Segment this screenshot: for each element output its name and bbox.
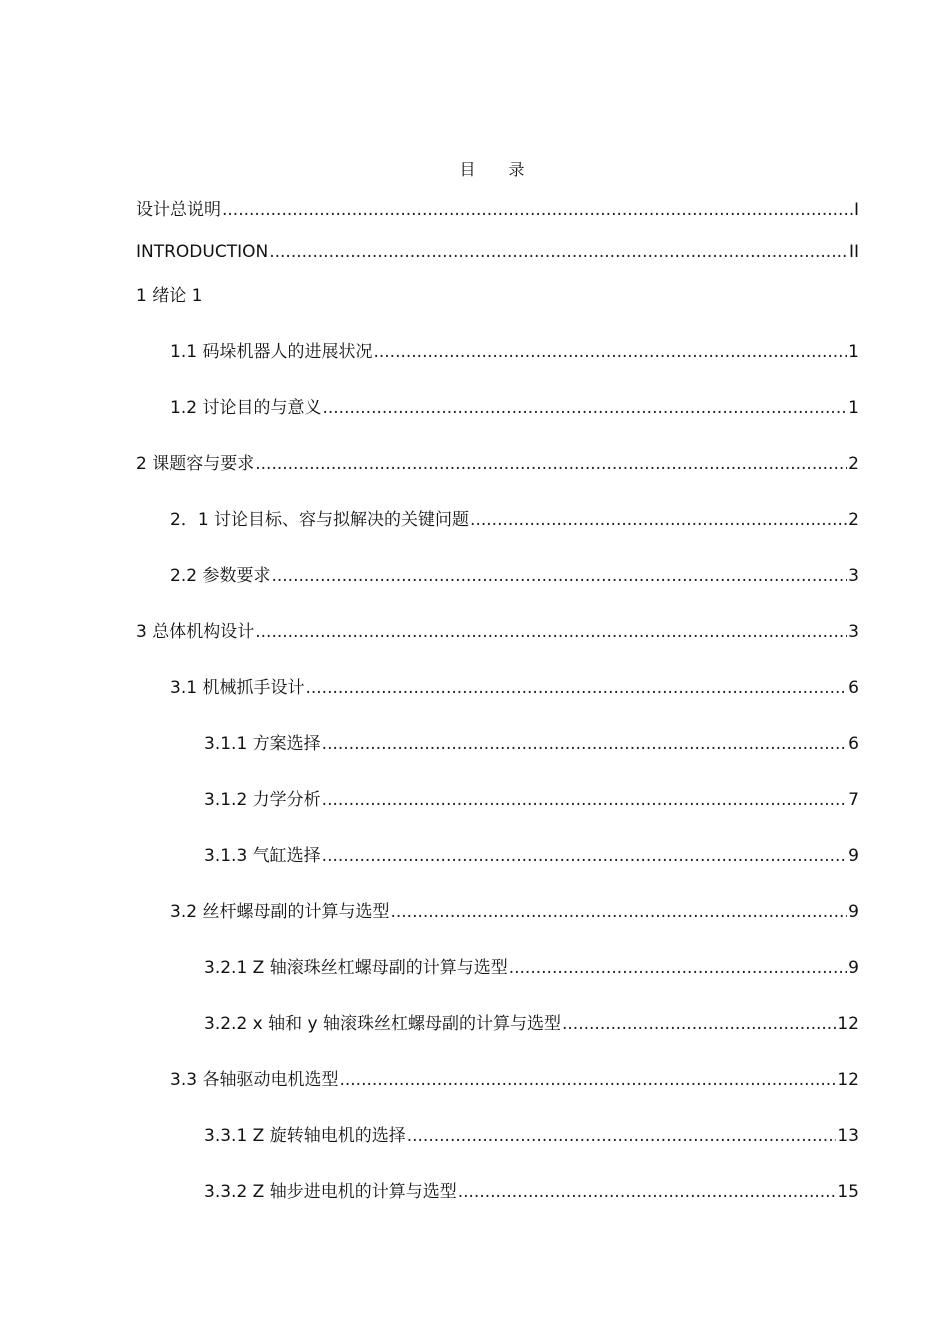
toc-entry-label: 3 总体机构设计 [136, 622, 255, 642]
toc-entry-label: 3.1.1 方案选择 [204, 734, 321, 754]
toc-entry-label: 1.2 讨论目的与意义 [170, 398, 322, 418]
toc-page-number: 3 [848, 622, 859, 642]
toc-page-number: 1 [848, 398, 859, 418]
toc-entry-label: 3.3.2 Z 轴步进电机的计算与选型 [204, 1182, 457, 1202]
toc-dot-leader [509, 955, 847, 981]
toc-dot-leader [269, 239, 848, 265]
toc-page-number: 2 [848, 454, 859, 474]
toc-entry-3-1[interactable] [170, 675, 859, 701]
toc-entry-label: 3.2.1 Z 轴滚珠丝杠螺母副的计算与选型 [204, 958, 508, 978]
toc-dot-leader [255, 619, 847, 645]
toc-dot-leader [390, 899, 847, 925]
toc-page-number: 7 [848, 790, 859, 810]
toc-dot-leader [255, 451, 847, 477]
toc-entry-label: 3.2.2 x 轴和 y 轴滚珠丝杠螺母副的计算与选型 [204, 1014, 561, 1034]
toc-dot-leader [322, 787, 848, 813]
toc-title: 目 录 [459, 160, 539, 179]
toc-entry-2-2[interactable] [170, 563, 859, 589]
toc-entry-3-2-1[interactable] [204, 955, 859, 981]
toc-page-number: II [848, 242, 859, 262]
toc-entry-chapter-3[interactable] [136, 619, 859, 645]
toc-dot-leader [458, 1179, 837, 1205]
toc-entry-label: INTRODUCTION [136, 242, 269, 262]
toc-entry-label: 1.1 码垛机器人的进展状况 [170, 342, 373, 362]
toc-entry-3-1-3[interactable] [204, 843, 859, 869]
toc-dot-leader [222, 197, 853, 223]
toc-page-number: 9 [848, 902, 859, 922]
toc-entry-2-1[interactable] [170, 507, 859, 533]
toc-entry-label: 3.1 机械抓手设计 [170, 678, 305, 698]
toc-page-number: 9 [848, 958, 859, 978]
toc-page-number: 3 [848, 566, 859, 586]
toc-page-number: 15 [837, 1182, 859, 1202]
toc-entry-chapter-1[interactable] [136, 283, 859, 309]
toc-entry-label: 2．1 讨论目标、容与拟解决的关键问题 [170, 510, 470, 530]
toc-entry-label: 2 课题容与要求 [136, 454, 255, 474]
toc-entry-3-3[interactable] [170, 1067, 859, 1093]
toc-dot-leader [322, 395, 847, 421]
toc-page-number: 12 [837, 1070, 859, 1090]
toc-page-number: I [853, 200, 859, 220]
toc-entry-label: 3.3 各轴驱动电机选型 [170, 1070, 339, 1090]
toc-dot-leader [470, 507, 847, 533]
toc-dot-leader [322, 843, 848, 869]
toc-page-number: 9 [848, 846, 859, 866]
toc-dot-leader [562, 1011, 836, 1037]
toc-entry-label: 2.2 参数要求 [170, 566, 271, 586]
toc-dot-leader [305, 675, 847, 701]
toc-entry-label: 1 绪论 1 [136, 286, 203, 306]
toc-dot-leader [271, 563, 847, 589]
toc-page-number: 6 [848, 678, 859, 698]
toc-page-number: 12 [837, 1014, 859, 1034]
toc-dot-leader [373, 339, 847, 365]
toc-entry-label: 3.1.3 气缸选择 [204, 846, 321, 866]
toc-entry-label: 设计总说明 [136, 200, 221, 220]
toc-entry-introduction[interactable] [136, 239, 859, 265]
toc-entry-chapter-2[interactable] [136, 451, 859, 477]
toc-entry-design-summary[interactable] [136, 197, 859, 223]
toc-entry-1-2[interactable] [170, 395, 859, 421]
toc-page-number: 13 [837, 1126, 859, 1146]
toc-entry-3-2[interactable] [170, 899, 859, 925]
toc-entry-label: 3.1.2 力学分析 [204, 790, 321, 810]
toc-entry-label: 3.2 丝杆螺母副的计算与选型 [170, 902, 390, 922]
toc-entry-label: 3.3.1 Z 旋转轴电机的选择 [204, 1126, 406, 1146]
toc-entry-3-3-1[interactable] [204, 1123, 859, 1149]
toc-page-number: 6 [848, 734, 859, 754]
toc-entry-3-3-2[interactable] [204, 1179, 859, 1205]
toc-dot-leader [339, 1067, 836, 1093]
toc-entry-3-1-1[interactable] [204, 731, 859, 757]
toc-entry-3-2-2[interactable] [204, 1011, 859, 1037]
toc-entry-1-1[interactable] [170, 339, 859, 365]
toc-dot-leader [322, 731, 848, 757]
toc-entry-3-1-2[interactable] [204, 787, 859, 813]
toc-page-number: 2 [848, 510, 859, 530]
toc-page-number: 1 [848, 342, 859, 362]
toc-dot-leader [407, 1123, 837, 1149]
